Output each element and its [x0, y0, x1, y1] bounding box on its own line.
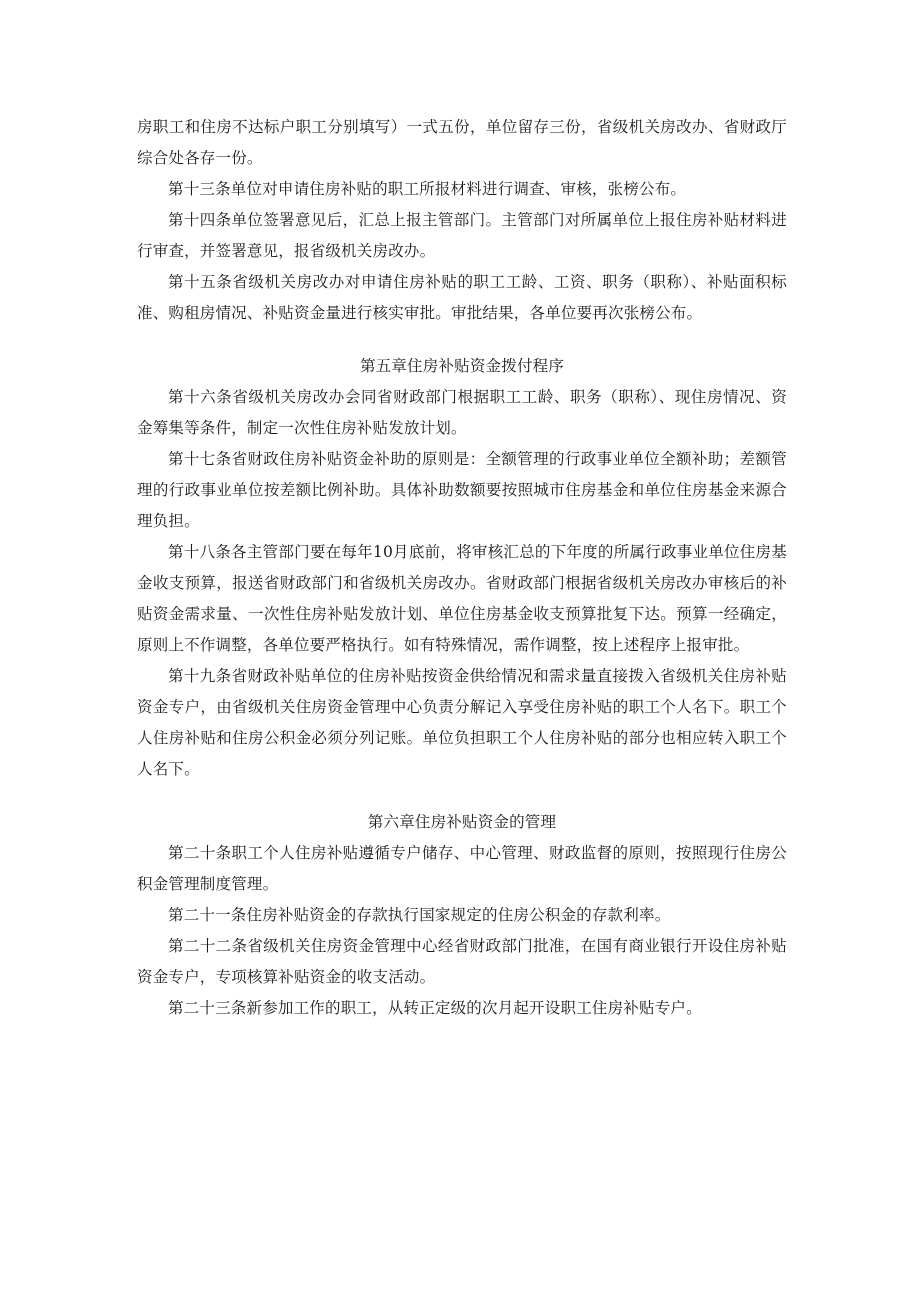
article-19: 第十九条省财政补贴单位的住房补贴按资金供给情况和需求量直接拨入省级机关住房补贴资金专户，由省级机关住房资金管理中心负责分解记入享受住房补贴的职工个人名下。职工个人住房补贴和住房公积金必须分列记账。单位负担职工个人住房补贴的部分也相应转入职工个人名下。	[137, 667, 787, 778]
section-gap	[137, 785, 787, 807]
article-23: 第二十三条新参加工作的职工，从转正定级的次月起开设职工住房补贴专户。	[168, 999, 702, 1017]
article-17: 第十七条省财政住房补贴资金补助的原则是：全额管理的行政事业单位全额补助；差额管理的行政事业单位按差额比例补助。具体补助数额要按照城市住房基金和单位住房基金来源合理负担。	[137, 450, 787, 530]
article-15: 第十五条省级机关房改办对申请住房补贴的职工工龄、工资、职务（职称）、补贴面积标准、购租房情况、补贴资金量进行核实审批。审批结果，各单位要再次张榜公布。	[137, 273, 787, 322]
document-page	[137, 112, 787, 1024]
chapter-5-heading: 第五章住房补贴资金拨付程序	[359, 357, 565, 375]
article-16: 第十六条省级机关房改办会同省财政部门根据职工工龄、职务（职称）、现住房情况、资金筹集等条件，制定一次性住房补贴发放计划。	[137, 388, 787, 437]
paragraph-continuation: 房职工和住房不达标户职工分别填写）一式五份，单位留存三份，省级机关房改办、省财政厅综合处各存一份。	[137, 118, 787, 167]
article-13: 第十三条单位对申请住房补贴的职工所报材料进行调查、审核，张榜公布。	[168, 180, 687, 198]
article-14: 第十四条单位签署意见后，汇总上报主管部门。主管部门对所属单位上报住房补贴材料进行审查，并签署意见，报省级机关房改办。	[137, 211, 787, 260]
article-20: 第二十条职工个人住房补贴遵循专户储存、中心管理、财政监督的原则，按照现行住房公积金管理制度管理。	[137, 844, 787, 893]
section-gap	[137, 329, 787, 351]
article-18: 第十八条各主管部门要在每年10月底前，将审核汇总的下年度的所属行政事业单位住房基金收支预算，报送省财政部门和省级机关房改办。省财政部门根据省级机关房改办审核后的补贴资金需求量、一次性住房补贴发放计划、单位住房基金收支预算批复下达。预算一经确定，原则上不作调整，各单位要严格执行。如有特殊情况，需作调整，按上述程序上报审批。	[137, 543, 787, 654]
article-22: 第二十二条省级机关住房资金管理中心经省财政部门批准，在国有商业银行开设住房补贴资金专户，专项核算补贴资金的收支活动。	[137, 937, 787, 986]
article-21: 第二十一条住房补贴资金的存款执行国家规定的住房公积金的存款利率。	[168, 906, 671, 924]
chapter-6-heading: 第六章住房补贴资金的管理	[367, 813, 557, 831]
